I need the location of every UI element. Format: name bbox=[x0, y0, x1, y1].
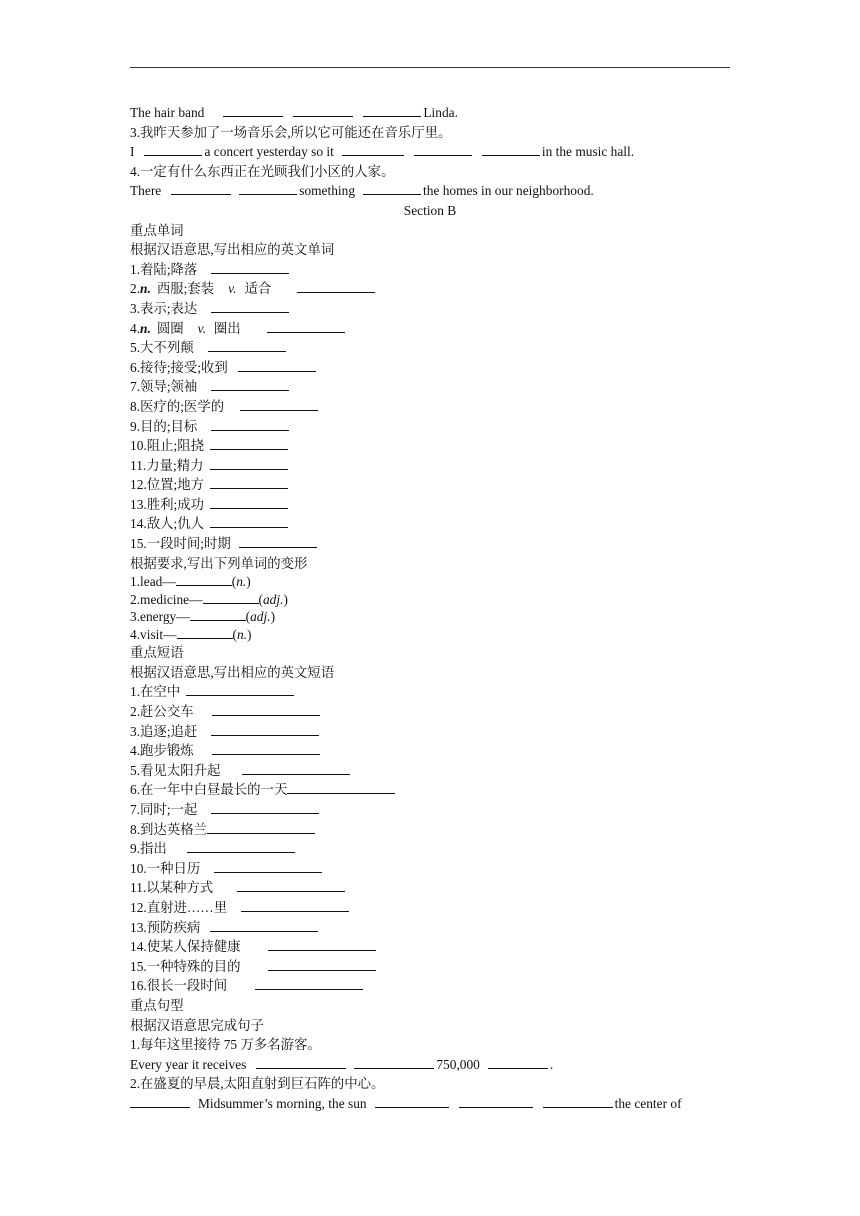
phrases-heading: 重点短语 bbox=[130, 645, 184, 661]
answer-blank[interactable] bbox=[375, 1095, 449, 1108]
phrase-item: 16.很长一段时间 bbox=[130, 976, 730, 996]
answer-blank[interactable] bbox=[293, 104, 353, 117]
chinese-prompt: 2.在盛夏的早晨,太阳直射到巨石阵的中心。 bbox=[130, 1076, 385, 1092]
vocab-item: 15.一段时间;时期 bbox=[130, 534, 730, 554]
phrase-item: 13.预防疾病 bbox=[130, 918, 730, 938]
answer-blank[interactable] bbox=[210, 496, 288, 509]
answer-blank[interactable] bbox=[176, 573, 232, 586]
sentence-line: I a concert yesterday so it in the music hall. bbox=[130, 144, 635, 160]
header-rule bbox=[130, 67, 730, 68]
answer-blank[interactable] bbox=[211, 723, 319, 736]
section-title: Section B bbox=[403, 202, 457, 218]
answer-blank[interactable] bbox=[186, 683, 294, 696]
answer-blank[interactable] bbox=[238, 359, 316, 372]
answer-blank[interactable] bbox=[212, 742, 320, 755]
phrase-item: 6.在一年中白昼最长的一天 bbox=[130, 780, 730, 800]
answer-blank[interactable] bbox=[223, 104, 283, 117]
answer-blank[interactable] bbox=[342, 143, 404, 156]
answer-blank[interactable] bbox=[242, 762, 350, 775]
sentence-line: Midsummer’s morning, the sun the center of bbox=[130, 1094, 730, 1114]
answer-blank[interactable] bbox=[363, 182, 421, 195]
answer-blank[interactable] bbox=[190, 608, 246, 621]
answer-blank[interactable] bbox=[239, 182, 297, 195]
answer-blank[interactable] bbox=[241, 899, 349, 912]
vocab-item: 12.位置;地方 bbox=[130, 475, 730, 495]
phrase-item: 8.到达英格兰 bbox=[130, 820, 730, 840]
sentence-line: The hair band Linda. bbox=[130, 105, 458, 120]
forms-instruction: 根据要求,写出下列单词的变形 bbox=[130, 555, 308, 571]
vocab-item: 13.胜利;成功 bbox=[130, 495, 730, 515]
answer-blank[interactable] bbox=[256, 1056, 346, 1069]
answer-blank[interactable] bbox=[363, 104, 421, 117]
vocab-item: 9.目的;目标 bbox=[130, 417, 730, 437]
phrase-item: 2.赶公交车 bbox=[130, 702, 730, 722]
answer-blank[interactable] bbox=[211, 378, 289, 391]
answer-blank[interactable] bbox=[210, 457, 288, 470]
answer-blank[interactable] bbox=[210, 515, 288, 528]
answer-blank[interactable] bbox=[268, 958, 376, 971]
vocab-item: 6.接待;接受;收到 bbox=[130, 358, 730, 378]
answer-blank[interactable] bbox=[488, 1056, 548, 1069]
answer-blank[interactable] bbox=[297, 280, 375, 293]
answer-blank[interactable] bbox=[211, 300, 289, 313]
answer-blank[interactable] bbox=[210, 476, 288, 489]
answer-blank[interactable] bbox=[354, 1056, 434, 1069]
answer-blank[interactable] bbox=[268, 938, 376, 951]
answer-blank[interactable] bbox=[287, 781, 395, 794]
answer-blank[interactable] bbox=[144, 143, 202, 156]
vocab-heading: 重点单词 bbox=[130, 222, 184, 238]
phrase-item: 9.指出 bbox=[130, 839, 730, 859]
answer-blank[interactable] bbox=[239, 535, 317, 548]
answer-blank[interactable] bbox=[211, 261, 289, 274]
sentences-instruction: 根据汉语意思完成句子 bbox=[130, 1017, 264, 1033]
phrase-item: 11.以某种方式 bbox=[130, 878, 730, 898]
phrase-item: 12.直射进……里 bbox=[130, 898, 730, 918]
vocab-item: 14.敌人;仇人 bbox=[130, 514, 730, 534]
answer-blank[interactable] bbox=[459, 1095, 533, 1108]
form-item: 1.lead— (n.) bbox=[130, 574, 251, 590]
phrase-item: 4.跑步锻炼 bbox=[130, 741, 730, 761]
form-item: 3.energy— (adj.) bbox=[130, 609, 276, 625]
answer-blank[interactable] bbox=[414, 143, 472, 156]
vocab-item: 8.医疗的;医学的 bbox=[130, 397, 730, 417]
form-item: 2.medicine— (adj.) bbox=[130, 591, 288, 607]
phrase-item: 5.看见太阳升起 bbox=[130, 761, 730, 781]
answer-blank[interactable] bbox=[211, 418, 289, 431]
chinese-prompt: 3.我昨天参加了一场音乐会,所以它可能还在音乐厅里。 bbox=[130, 124, 452, 140]
sentence-line: Every year it receives 750,000 . bbox=[130, 1056, 554, 1072]
vocab-item: 2.n. 西服;套装 v. 适合 bbox=[130, 279, 730, 299]
form-item: 4.visit— (n.) bbox=[130, 626, 252, 642]
answer-blank[interactable] bbox=[210, 919, 318, 932]
phrase-item: 1.在空中 bbox=[130, 682, 730, 702]
answer-blank[interactable] bbox=[214, 860, 322, 873]
vocab-item: 1.着陆;降落 bbox=[130, 260, 730, 280]
answer-blank[interactable] bbox=[171, 182, 231, 195]
phrase-item: 7.同时;一起 bbox=[130, 800, 730, 820]
answer-blank[interactable] bbox=[237, 879, 345, 892]
worksheet bbox=[130, 103, 730, 1114]
answer-blank[interactable] bbox=[255, 977, 363, 990]
answer-blank[interactable] bbox=[482, 143, 540, 156]
phrase-item: 3.追逐;追赶 bbox=[130, 722, 730, 742]
answer-blank[interactable] bbox=[187, 840, 295, 853]
vocab-item: 11.力量;精力 bbox=[130, 456, 730, 476]
answer-blank[interactable] bbox=[208, 339, 286, 352]
sentence-line: There something the homes in our neighborhood. bbox=[130, 183, 594, 199]
answer-blank[interactable] bbox=[177, 626, 233, 639]
answer-blank[interactable] bbox=[130, 1095, 190, 1108]
vocab-item: 7.领导;领袖 bbox=[130, 377, 730, 397]
answer-blank[interactable] bbox=[210, 437, 288, 450]
answer-blank[interactable] bbox=[207, 821, 315, 834]
answer-blank[interactable] bbox=[543, 1095, 613, 1108]
answer-blank[interactable] bbox=[267, 320, 345, 333]
vocab-instruction: 根据汉语意思,写出相应的英文单词 bbox=[130, 242, 335, 258]
sentences-heading: 重点句型 bbox=[130, 997, 184, 1013]
vocab-item: 10.阻止;阻挠 bbox=[130, 436, 730, 456]
chinese-prompt: 4.一定有什么东西正在光顾我们小区的人家。 bbox=[130, 163, 395, 179]
phrases-instruction: 根据汉语意思,写出相应的英文短语 bbox=[130, 664, 335, 680]
answer-blank[interactable] bbox=[212, 703, 320, 716]
vocab-item: 5.大不列颠 bbox=[130, 338, 730, 358]
vocab-item: 3.表示;表达 bbox=[130, 299, 730, 319]
answer-blank[interactable] bbox=[211, 801, 319, 814]
phrase-item: 14.使某人保持健康 bbox=[130, 937, 730, 957]
chinese-prompt: 1.每年这里接待 75 万多名游客。 bbox=[130, 1037, 321, 1053]
phrase-item: 10.一种日历 bbox=[130, 859, 730, 879]
answer-blank[interactable] bbox=[203, 591, 259, 604]
vocab-item: 4.n. 圆圈 v. 圈出 bbox=[130, 319, 730, 339]
answer-blank[interactable] bbox=[240, 398, 318, 411]
phrase-item: 15.一种特殊的目的 bbox=[130, 957, 730, 977]
